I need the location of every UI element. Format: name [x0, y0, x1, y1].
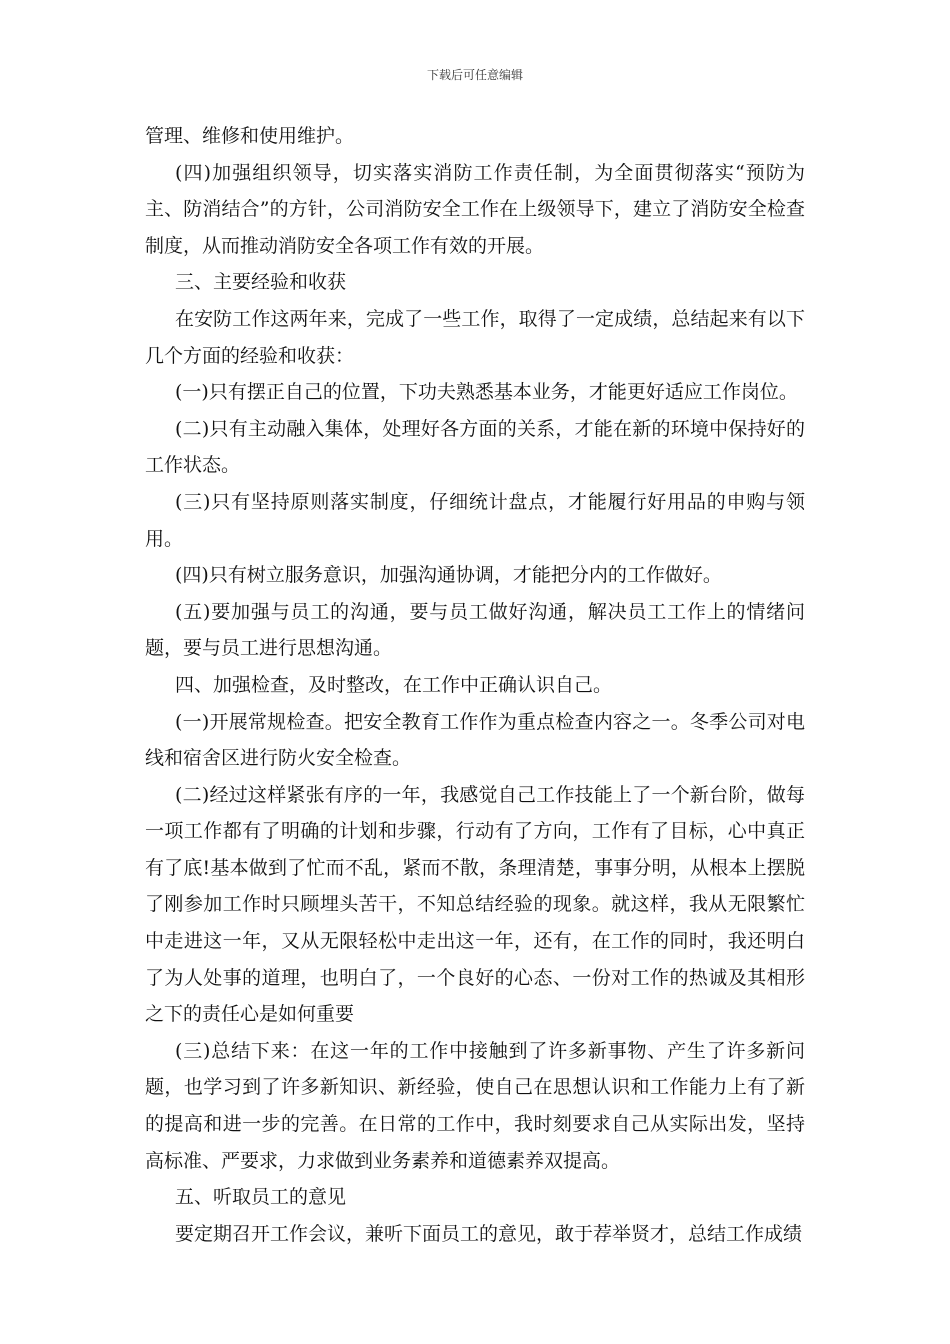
list-item: (一)只有摆正自己的位置，下功夫熟悉基本业务，才能更好适应工作岗位。 — [175, 381, 798, 404]
list-item: (五)要加强与员工的沟通，要与员工做好沟通，解决员工工作上的情绪问题，要与员工进行思想沟通。 — [145, 600, 805, 660]
document-body — [145, 118, 805, 1252]
list-item: (一)开展常规检查。把安全教育工作作为重点检查内容之一。冬季公司对电线和宿舍区进行防火安全检查。 — [145, 710, 805, 770]
list-item: (二)只有主动融入集体，处理好各方面的关系，才能在新的环境中保持好的工作状态。 — [145, 417, 805, 477]
paragraph: (四)加强组织领导，切实落实消防工作责任制，为全面贯彻落实“预防为主、防消结合”的方针，公司消防安全工作在上级领导下，建立了消防安全检查制度，从而推动消防安全各项工作有效的开展。 — [145, 161, 805, 257]
page-header: 下载后可任意编辑 — [426, 68, 523, 82]
list-item: (二)经过这样紧张有序的一年，我感觉自己工作技能上了一个新台阶，做每一项工作都有了明确的计划和步骤，行动有了方向，工作有了目标，心中真正有了底!基本做到了忙而不乱，紧而不散，条理清楚，事事分明，从根本上摆脱了刚参加工作时只顾埋头苦干，不知总结经验的现象。就这样，我从无限繁忙中走进这一年，又从无限轻松中走出这一年，还有，在工作的同时，我还明白了为人处事的道理，也明白了，一个良好的心态、一份对工作的热诚及其相形之下的责任心是如何重要 — [145, 783, 805, 1026]
section-heading: 三、主要经验和收获 — [175, 271, 347, 294]
paragraph: 在安防工作这两年来，完成了一些工作，取得了一定成绩，总结起来有以下几个方面的经验和收获： — [145, 307, 805, 367]
list-item: (四)只有树立服务意识，加强沟通协调，才能把分内的工作做好。 — [175, 564, 722, 587]
list-item: (三)只有坚持原则落实制度，仔细统计盘点，才能履行好用品的申购与领用。 — [145, 490, 805, 550]
paragraph: 管理、维修和使用维护。 — [145, 125, 355, 147]
section-heading: 四、加强检查，及时整改，在工作中正确认识自己。 — [175, 673, 613, 696]
section-heading: 五、听取员工的意见 — [175, 1186, 347, 1209]
paragraph: 要定期召开工作会议，兼听下面员工的意见，敢于荐举贤才，总结工作成绩 — [175, 1222, 803, 1245]
list-item: (三)总结下来：在这一年的工作中接触到了许多新事物、产生了许多新问题，也学习到了许多新知识、新经验，使自己在思想认识和工作能力上有了新的提高和进一步的完善。在日常的工作中，我时刻要求自己从实际出发，坚持高标准、严要求，力求做到业务素养和道德素养双提高。 — [145, 1039, 805, 1172]
